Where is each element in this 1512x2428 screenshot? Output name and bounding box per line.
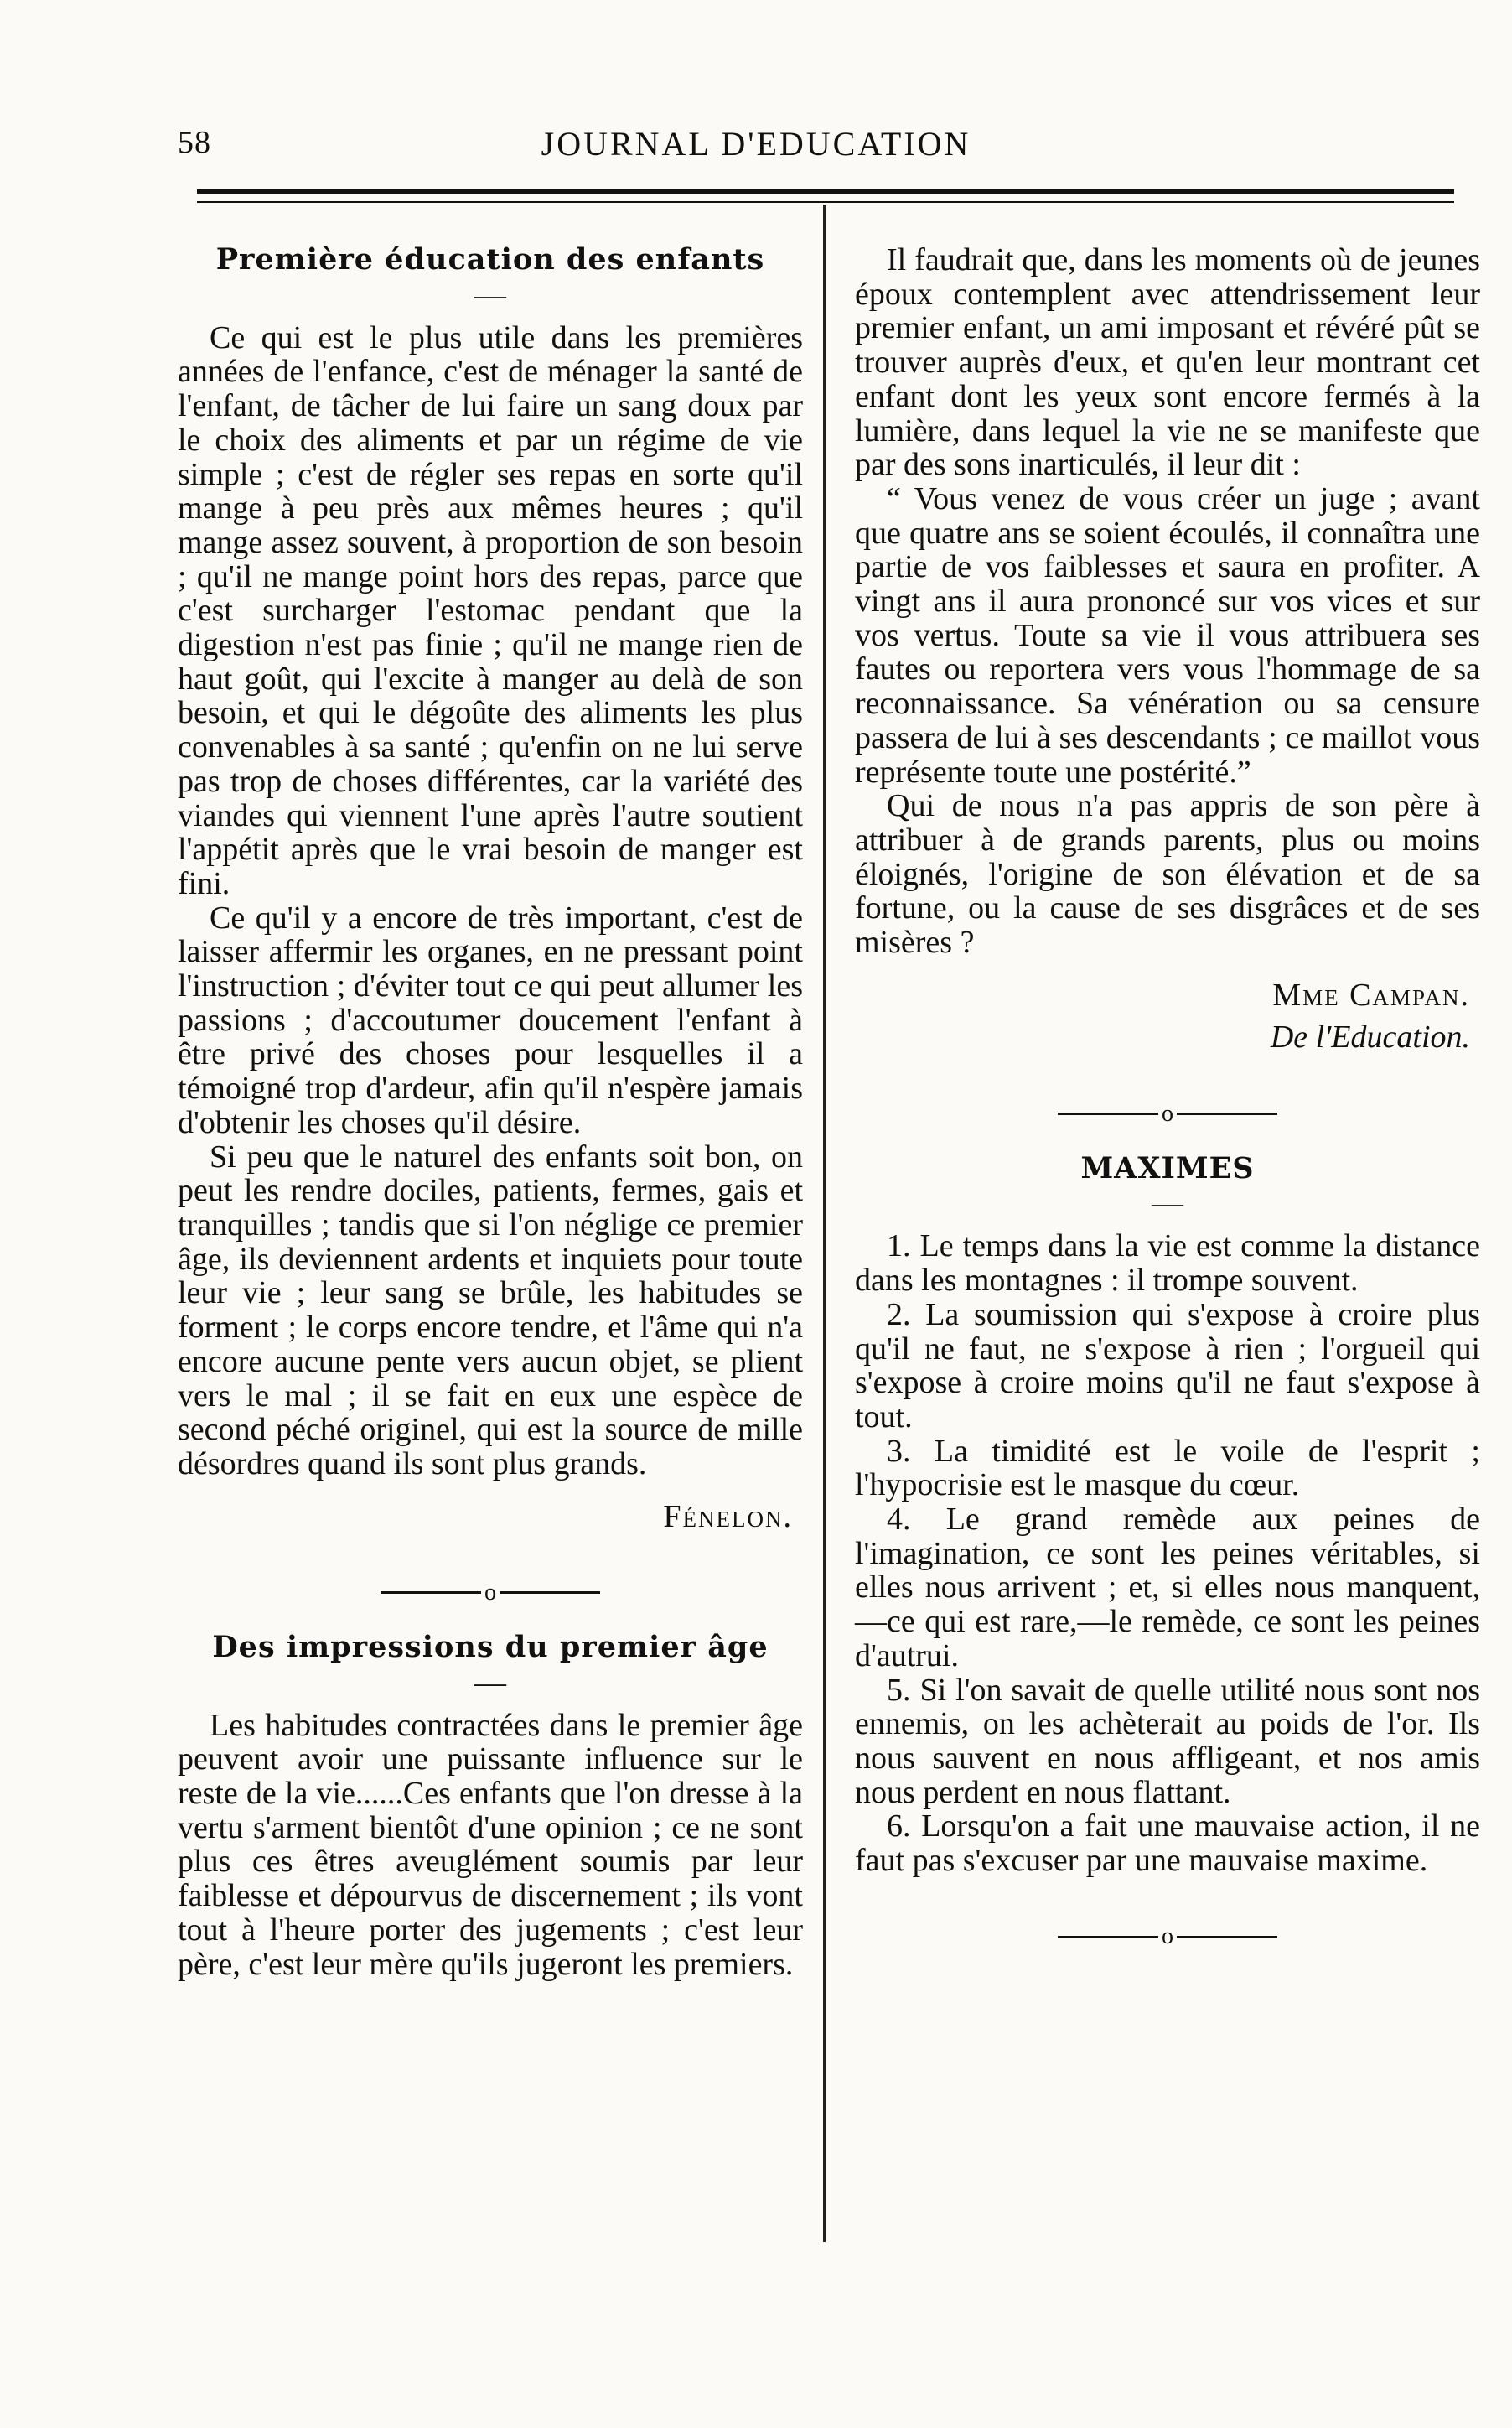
header-rule-thin [197, 201, 1454, 203]
separator-line-right [1177, 1113, 1277, 1115]
article-paragraph: Il faudrait que, dans les moments où de jeunes époux contemplent avec attendrissement leur premier enfant, un ami imposant et révéré pût se trouver auprès d'eux, et qu'en leur montrant cet enfant dont les yeux sont encore fermés à la lumière, dans lequel la vie ne se manifeste que par des sons inarticulés, il leur dit : [855, 242, 1480, 483]
article-paragraph: Qui de nous n'a pas appris de son père à attribuer à de grands parents, plus ou moins éloignés, l'origine de son élévation et de sa fortune, ou la cause de ses disgrâces et de ses misères ? [855, 788, 1480, 961]
article-title-impressions: Des impressions du premier âge [212, 1629, 769, 1664]
article-paragraph: Les habitudes contractées dans le premier âge peuvent avoir une puissante influence sur le reste de la vie......Ces enfants que l'on dresse à la vertu s'arment bientôt d'une opinion ; ce ne sont plus ces êtres aveuglément soumis par leur faiblesse et dépourvus de discernement ; ils vont tout à l'heure porter des jugements ; c'est leur père, c'est leur mère qu'ils jugeront les premiers. [178, 1707, 803, 1982]
column-divider [823, 205, 826, 2242]
maxim-item: 2. La soumission qui s'expose à croire plus qu'il ne faut, ne s'expose à rien ; l'orgueil qui s'expose à croire moins qu'il ne faut s'expose à tout. [855, 1296, 1480, 1434]
maxim-item: 3. La timidité est le voile de l'esprit ; l'hypocrisie est le masque du cœur. [855, 1433, 1480, 1503]
article-paragraph: Si peu que le naturel des enfants soit bon, on peut les rendre dociles, patients, fermes, gais et tranquilles ; tandis que si l'on néglige ce premier âge, ils deviennent ardents et inquiets pour toute leur vie ; leur sang se brûle, les habitudes se forment ; le corps encore tendre, et l'âme qui n'a encore aucune pente vers aucun objet, se plient vers le mal ; il se fait en eux une espèce de second péché originel, qui est la source de mille désordres quand ils sont plus grands. [178, 1139, 803, 1481]
article-paragraph: “ Vous venez de vous créer un juge ; avant que quatre ans se soient écoulés, il connaîtra une partie de vos faiblesses et saura en profiter. A vingt ans il aura prononcé sur vos vices et sur vos vertus. Toute sa vie il vous attribuera ses fautes ou reportera vers vous l'hommage de sa reconnaissance. Sa vénération ou sa censure passera de lui à ses descendants ; ce maillot vous représente toute une postérité.” [855, 480, 1480, 790]
running-head: JOURNAL D'EDUCATION [541, 125, 971, 163]
separator-line-left [1058, 1936, 1158, 1938]
separator-line-right [500, 1591, 600, 1594]
maxim-item: 6. Lorsqu'on a fait une mauvaise action, il ne faut pas s'excuser par une mauvaise maxime. [855, 1808, 1480, 1879]
page-number: 58 [178, 125, 211, 160]
maxim-item: 1. Le temps dans la vie est comme la distance dans les montagnes : il trompe souvent. [855, 1228, 1480, 1299]
source-title: De l'Education. [1270, 1019, 1470, 1056]
separator-ornament: o [484, 1579, 496, 1606]
article-paragraph: Ce qu'il y a encore de très important, c'est de laisser affermir les organes, en ne pressant point l'instruction ; d'éviter tout ce qui peut allumer les passions ; d'accoutumer doucement l'enfant à être privé des choses pour lesquelles il a témoigné trop d'ardeur, afin qu'il n'espère jamais d'obtenir les choses qu'il désire. [178, 900, 803, 1140]
article-paragraph: Ce qui est le plus utile dans les premières années de l'enfance, c'est de ménager la santé de l'enfant, de tâcher de lui faire un sang doux par le choix des aliments et par un régime de vie simple ; c'est de régler ses repas en sorte qu'il mange à peu près aux mêmes heures ; qu'il mange assez souvent, à proportion de son besoin ; qu'il ne mange point hors des repas, parce que c'est surcharger l'estomac pendant que la digestion n'est pas finie ; qu'il ne mange rien de haut goût, qui l'excite à manger au delà de son besoin, et qui le dégoûte des aliments les plus convenables à sa santé ; qu'enfin on ne lui serve pas trop de choses différentes, car la variété des viandes qui viennent l'une après l'autre soutient l'appétit après que le vrai besoin de manger est fini. [178, 319, 803, 901]
title-dash: — [474, 277, 506, 313]
maxim-item: 5. Si l'on savait de quelle utilité nous sont nos ennemis, on les achèterait au poids de l'or. Ils nous sauvent en nous affligeant, et nos amis nous perdent en nous flattant. [855, 1672, 1480, 1810]
separator-ornament: o [1162, 1100, 1173, 1127]
separator-line-left [1058, 1113, 1158, 1115]
author-signature-campan: Mme Campan. [1272, 977, 1470, 1013]
title-dash: — [1152, 1185, 1183, 1222]
separator-line-left [381, 1591, 481, 1594]
section-separator [855, 1923, 1480, 1950]
separator-line-right [1177, 1936, 1277, 1938]
section-separator [855, 1100, 1480, 1127]
header-rule-thick [197, 189, 1454, 194]
separator-ornament: o [1162, 1923, 1173, 1950]
section-separator [178, 1579, 803, 1606]
title-dash: — [474, 1664, 506, 1700]
right-column [855, 243, 1480, 1974]
article-title-premiere-education: Première éducation des enfants [215, 242, 765, 277]
maxim-item: 4. Le grand remède aux peines de l'imagination, ce sont les peines véritables, si elles nous arrivent ; et, si elles nous manquent,—ce qui est rare,—le remède, ce sont les peines d'autrui. [855, 1502, 1480, 1673]
left-column [178, 243, 803, 1981]
maximes-title: MAXIMES [1080, 1150, 1255, 1185]
author-signature-fenelon: Fénelon. [663, 1498, 793, 1534]
